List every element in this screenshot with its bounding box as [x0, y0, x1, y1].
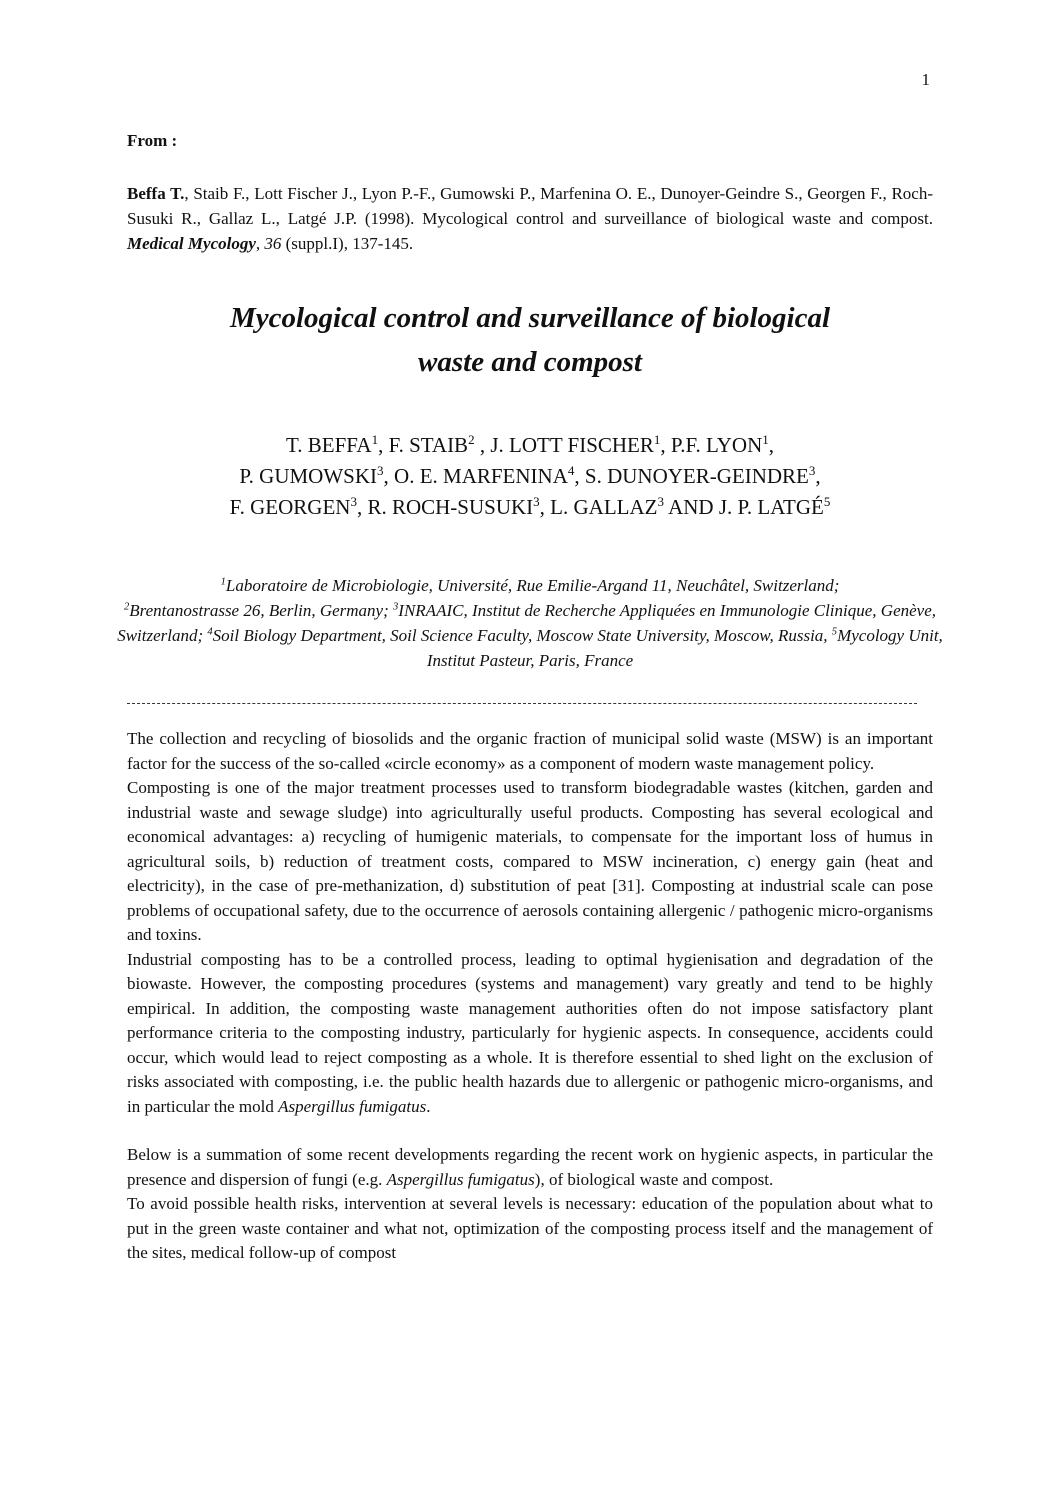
- author-affiliation-mark: 3: [377, 463, 384, 478]
- title-line: waste and compost: [418, 346, 642, 378]
- author-name: R. ROCH-SUSUKI: [367, 495, 534, 519]
- affiliation-number: 3: [393, 601, 399, 613]
- affiliation-text: Mycology Unit, Institut Pasteur, Paris, France: [426, 626, 943, 670]
- author-name: O. E. MARFENINA: [394, 464, 568, 488]
- from-label: From :: [127, 131, 178, 150]
- affiliation-number: 2: [123, 601, 130, 613]
- author-name: S. DUNOYER-GEINDRE: [584, 464, 809, 488]
- author-name: P.F. LYON: [670, 433, 763, 457]
- author-affiliation-mark: 3: [533, 494, 540, 509]
- author-name: J. P. LATGÉ: [718, 495, 824, 519]
- citation-journal: Medical Mycology: [127, 234, 256, 253]
- author-name: T. BEFFA: [285, 433, 372, 457]
- citation-lead-author: Beffa T.: [127, 184, 185, 203]
- paper-title: [127, 296, 933, 384]
- citation-authors: , Staib F., Lott Fischer J., Lyon P.-F., Gumowski P., Marfenina O. E., Dunoyer-Geindre S., Georgen F., Roch-Susuki R., Gallaz L., Latgé J.P. (1998). Mycological control and surveillance of biological waste and compost.: [127, 184, 933, 228]
- affiliation-list: [110, 573, 950, 673]
- author-name: L. GALLAZ: [550, 495, 658, 519]
- author-name: F. STAIB: [388, 433, 469, 457]
- species-name: Aspergillus fumigatus: [386, 1169, 535, 1189]
- affiliation-number: 5: [831, 626, 838, 638]
- affiliation-text: Soil Biology Department, Soil Science Faculty, Moscow State University, Moscow, Russia,: [212, 626, 832, 645]
- author-name: P. GUMOWSKI: [239, 464, 378, 488]
- author-name: F. GEORGEN: [229, 495, 351, 519]
- title-line: Mycological control and surveillance of biological: [229, 302, 831, 334]
- author-affiliation-mark: 2: [468, 432, 475, 447]
- affiliation-text: INRAAIC, Institut de Recherche Appliquées en Immunologie Clinique, Genève, Switzerland;: [117, 601, 937, 645]
- species-name: Aspergillus fumigatus: [278, 1096, 427, 1116]
- paragraph: To avoid possible health risks, intervention at several levels is necessary: education of the population about what to put in the green waste container and what not, optimization of the composting process itself and the management of the sites, medical follow-up of compost: [127, 1194, 933, 1262]
- body-text: [127, 727, 933, 1266]
- affiliation-text: Brentanostrasse 26, Berlin, Germany;: [129, 601, 394, 620]
- author-affiliation-mark: 3: [808, 463, 816, 478]
- author-affiliation-mark: 4: [567, 463, 575, 478]
- author-affiliation-mark: 1: [371, 432, 379, 447]
- affiliation-number: 4: [207, 626, 213, 638]
- author-affiliation-mark: 5: [823, 494, 831, 509]
- paragraph: Industrial composting has to be a controlled process, leading to optimal hygienisation and degradation of the biowaste. However, the composting procedures (systems and management) vary greatly and tend to be highly empirical. In addition, the composting waste management authorities often do not impose satisfactory plant performance criteria to the composting industry, particularly for hygienic aspects. In consequence, accidents could occur, which would lead to reject composting as a whole. It is therefore essential to shed light on the exclusion of risks associated with composting, i.e. the public health hazards due to allergenic or pathogenic micro-organisms, and in particular the mold Aspergillus fumigatus.: [127, 949, 933, 1116]
- author-affiliation-mark: 1: [762, 432, 769, 447]
- section-divider: [127, 703, 917, 704]
- affiliation-text: Laboratoire de Microbiologie, Université, Rue Emilie-Argand 11, Neuchâtel, Switzerland;: [225, 576, 840, 595]
- author-affiliation-mark: 3: [657, 494, 664, 509]
- affiliation-number: 1: [220, 576, 226, 588]
- paragraph: The collection and recycling of biosolids and the organic fraction of municipal solid waste (MSW) is an important factor for the success of the so-called «circle economy» as a component of modern waste management policy.: [127, 729, 933, 773]
- citation-pages: (suppl.I), 137-145.: [281, 234, 414, 253]
- author-affiliation-mark: 1: [653, 432, 661, 447]
- author-affiliation-mark: 3: [350, 494, 357, 509]
- page-number: 1: [921, 70, 930, 89]
- paragraph: Composting is one of the major treatment processes used to transform biodegradable wastes (kitchen, garden and industrial waste and sewage sludge) into agriculturally useful products. Composting has several ecological and economical advantages: a) recycling of humigenic materials, to compensate for the important loss of humus in agricultural soils, b) reduction of treatment costs, compared to MSW incineration, c) energy gain (heat and electricity), in the case of pre-methanization, d) substitution of peat [31]. Composting at industrial scale can pose problems of occupational safety, due to the occurrence of aerosols containing allergenic / pathogenic micro-organisms and toxins.: [127, 778, 933, 944]
- citation: Beffa T., Staib F., Lott Fischer J., Lyon P.-F., Gumowski P., Marfenina O. E., Dunoyer-Geindre S., Georgen F., Roch-Susuki R., Gallaz L., Latgé J.P. (1998). Mycological control and surveillance of biological waste and compost. Medical Mycology, 36 (suppl.I), 137-145.: [127, 184, 933, 253]
- paragraph: Below is a summation of some recent developments regarding the recent work on hygienic aspects, in particular the presence and dispersion of fungi (e.g. Aspergillus fumigatus), of biological waste and compost.: [127, 1145, 933, 1189]
- author-list: T. BEFFA$^1$, F. STAIB$^2$ , J. LOTT FISCHER$^1$, P.F. LYON$^1$, P. GUMOWSKI$^3$, O. E. MARFENINA$^4$, S. DUNOYER-GEINDRE$^3$, F. GEORGEN$^3$, R. ROCH-SUSUKI$^3$, L. GALLAZ$^3$ AND J. P. LATGÉ$^5$: [229, 432, 831, 519]
- author-name: J. LOTT FISCHER: [490, 433, 654, 457]
- citation-volume: 36: [264, 234, 282, 253]
